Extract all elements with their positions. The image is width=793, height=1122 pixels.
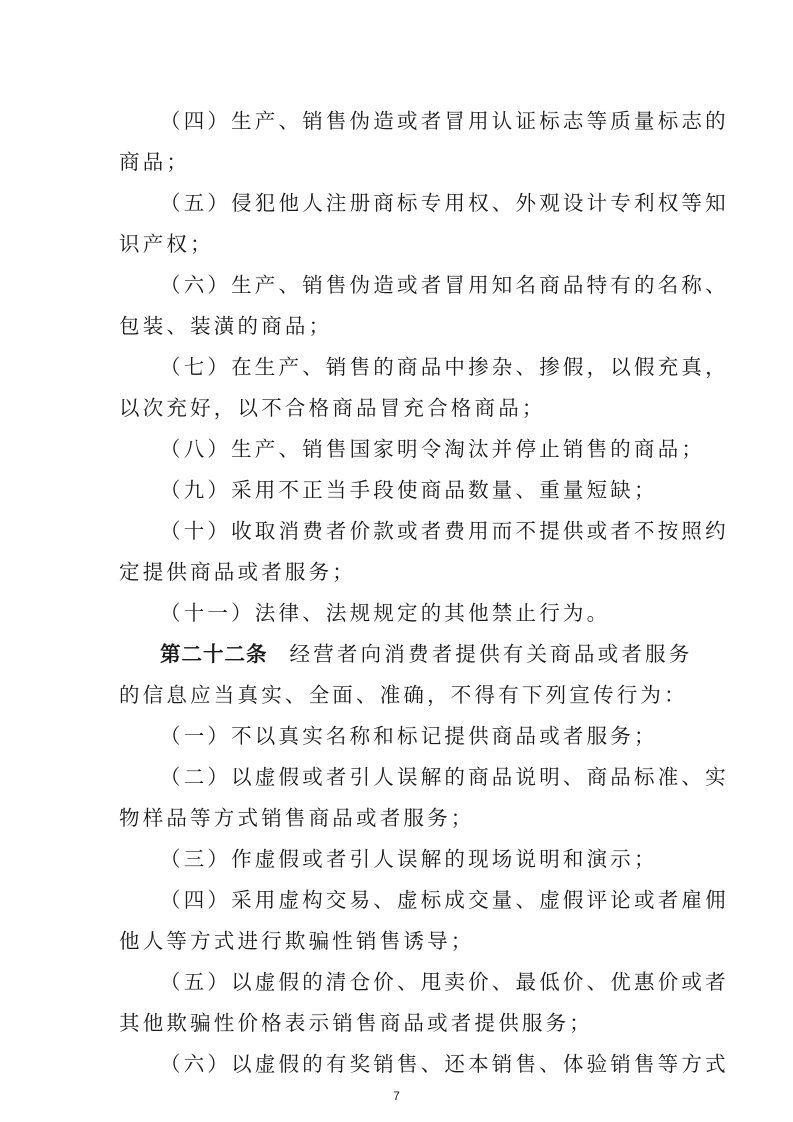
article-text: 经营者向消费者提供有关商品或者服务 bbox=[289, 642, 693, 666]
text-line: （五）侵犯他人注册商标专用权、外观设计专利权等知 bbox=[160, 191, 729, 215]
text-line: 物样品等方式销售商品或者服务； bbox=[119, 806, 475, 830]
text-line: 包装、装潢的商品； bbox=[119, 314, 333, 338]
text-line: 其他欺骗性价格表示销售商品或者提供服务； bbox=[119, 1011, 593, 1035]
text-line: 识产权； bbox=[119, 232, 214, 256]
page-number: 7 bbox=[393, 1089, 400, 1103]
text-line: （六）以虚假的有奖销售、还本销售、体验销售等方式 bbox=[160, 1052, 729, 1076]
text-line: （三）作虚假或者引人误解的现场说明和演示； bbox=[160, 847, 658, 871]
text-line: （九）采用不正当手段使商品数量、重量短缺； bbox=[160, 478, 658, 502]
article-line bbox=[160, 640, 692, 668]
text-line: 的信息应当真实、全面、准确，不得有下列宣传行为： bbox=[119, 683, 688, 707]
text-line: （十一）法律、法规规定的其他禁止行为。 bbox=[160, 601, 611, 625]
text-line: 他人等方式进行欺骗性销售诱导； bbox=[119, 929, 475, 953]
text-line: （八）生产、销售国家明令淘汰并停止销售的商品； bbox=[160, 437, 706, 461]
text-line: （十）收取消费者价款或者费用而不提供或者不按照约 bbox=[160, 519, 729, 543]
text-line: 定提供商品或者服务； bbox=[119, 560, 356, 584]
text-line: （五）以虚假的清仓价、甩卖价、最低价、优惠价或者 bbox=[160, 970, 729, 994]
article-heading: 第二十二条 bbox=[160, 642, 268, 666]
text-line: （二）以虚假或者引人误解的商品说明、商品标准、实 bbox=[160, 765, 729, 789]
text-line: 以次充好，以不合格商品冒充合格商品； bbox=[119, 396, 546, 420]
text-line: （六）生产、销售伪造或者冒用知名商品特有的名称、 bbox=[160, 273, 729, 297]
text-line: （四）生产、销售伪造或者冒用认证标志等质量标志的 bbox=[160, 109, 729, 133]
text-line: 商品； bbox=[119, 150, 191, 174]
text-line: （一）不以真实名称和标记提供商品或者服务； bbox=[160, 724, 658, 748]
text-line: （七）在生产、销售的商品中掺杂、掺假，以假充真， bbox=[160, 355, 729, 379]
text-line: （四）采用虚构交易、虚标成交量、虚假评论或者雇佣 bbox=[160, 888, 729, 912]
